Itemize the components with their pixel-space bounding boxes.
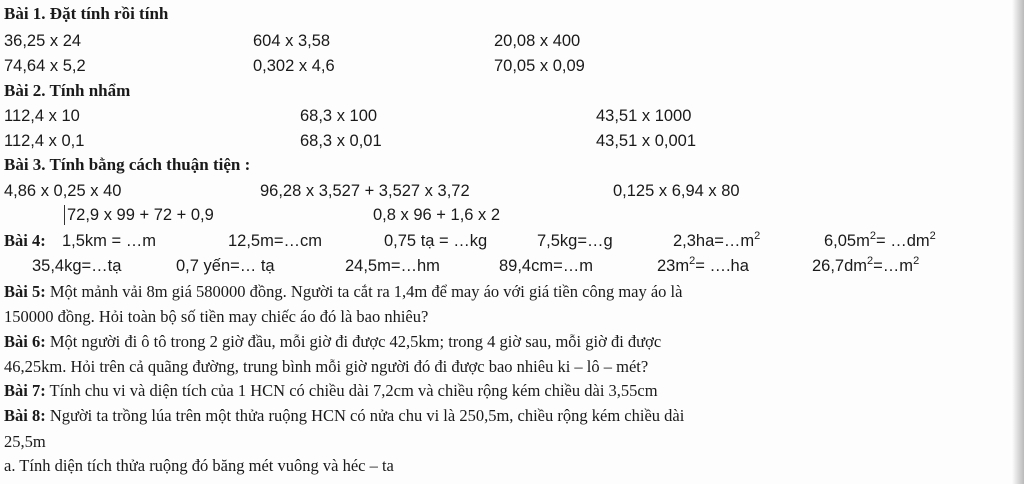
conversion-10: 89,4cm=…m bbox=[499, 257, 593, 275]
problem-1-2: 604 x 3,58 bbox=[253, 32, 331, 50]
problem-1-4: 74,64 x 5,2 bbox=[4, 57, 86, 75]
problem-3-1: 4,86 x 0,25 x 40 bbox=[4, 182, 122, 200]
problem-1-5: 0,302 x 4,6 bbox=[253, 57, 335, 75]
exercise-5-line-1: Bài 5: Một mảnh vải 8m giá 580000 đồng. Người ta cắt ra 1,4m để may áo với giá tiền công may áo là bbox=[4, 282, 683, 301]
conversion-1: 1,5km = …m bbox=[62, 232, 156, 250]
problem-2-6: 43,51 x 0,001 bbox=[596, 132, 696, 150]
page-edge-shadow bbox=[1012, 0, 1024, 484]
conversion-3: 0,75 tạ = …kg bbox=[384, 232, 488, 250]
problem-3-3: 0,125 x 6,94 x 80 bbox=[613, 182, 740, 200]
exercise-3-title: Bài 3. Tính bằng cách thuận tiện : bbox=[4, 155, 251, 174]
conversion-7: 35,4kg=…tạ bbox=[32, 257, 122, 275]
conversion-11: $23m^2=$ ….ha bbox=[657, 254, 749, 275]
conversion-9: 24,5m=…hm bbox=[345, 257, 440, 275]
problem-3-2: 96,28 x 3,527 + 3,527 x 3,72 bbox=[260, 182, 470, 200]
problem-2-5: 68,3 x 0,01 bbox=[300, 132, 382, 150]
problem-1-3: 20,08 x 400 bbox=[494, 32, 581, 50]
conversion-4: 7,5kg=…g bbox=[537, 232, 613, 250]
exercise-8-line-1: Bài 8: Người ta trồng lúa trên một thửa ruộng HCN có nửa chu vi là 250,5m, chiều rộng kém chiều dài bbox=[4, 406, 685, 425]
text-cursor bbox=[64, 205, 65, 225]
exercise-6-line-1: Bài 6: Một người đi ô tô trong 2 giờ đầu, mỗi giờ đi được 42,5km; trong 4 giờ sau, mỗi giờ đi được bbox=[4, 332, 662, 351]
conversion-5: $2,3ha=\dots m^2$ bbox=[673, 229, 761, 250]
problem-2-2: 68,3 x 100 bbox=[300, 107, 378, 125]
problem-3-4: 72,9 x 99 + 72 + 0,9 bbox=[67, 206, 214, 224]
exercise-5-line-2: 150000 đồng. Hỏi toàn bộ số tiền may chiếc áo đó là bao nhiêu? bbox=[4, 307, 429, 326]
exercise-7-line-1: Bài 7: Tính chu vi và diện tích của 1 HCN có chiều dài 7,2cm và chiều rộng kém chiều dài 3,55cm bbox=[4, 381, 658, 400]
conversion-6: $6,05m^2=$ $\dots dm^2$ bbox=[824, 229, 936, 250]
conversion-2: 12,5m=…cm bbox=[228, 232, 322, 250]
problem-3-5: 0,8 x 96 + 1,6 x 2 bbox=[373, 206, 501, 224]
exercise-4-label: Bài 4: bbox=[4, 231, 46, 250]
exercise-1-title: Bài 1. Đặt tính rồi tính bbox=[4, 4, 169, 23]
exercise-2-title: Bài 2. Tính nhẩm bbox=[4, 81, 131, 100]
exercise-6-line-2: 46,25km. Hỏi trên cả quãng đường, trung bình mỗi giờ người đó đi được bao nhiêu ki – lô – mét? bbox=[4, 357, 649, 376]
exercise-8-line-3: a. Tính diện tích thửa ruộng đó băng mét vuông và héc – ta bbox=[4, 456, 394, 475]
conversion-8: 0,7 yến=… tạ bbox=[176, 257, 275, 275]
problem-2-3: 43,51 x 1000 bbox=[596, 107, 692, 125]
problem-1-6: 70,05 x 0,09 bbox=[494, 57, 585, 75]
problem-2-1: 112,4 x 10 bbox=[4, 107, 80, 125]
problem-1-1: 36,25 x 24 bbox=[4, 32, 82, 50]
conversion-12: $26,7dm^2=\dots m^2$ bbox=[812, 254, 920, 275]
problem-2-4: 112,4 x 0,1 bbox=[4, 132, 85, 150]
exercise-8-line-2: 25,5m bbox=[4, 432, 46, 451]
